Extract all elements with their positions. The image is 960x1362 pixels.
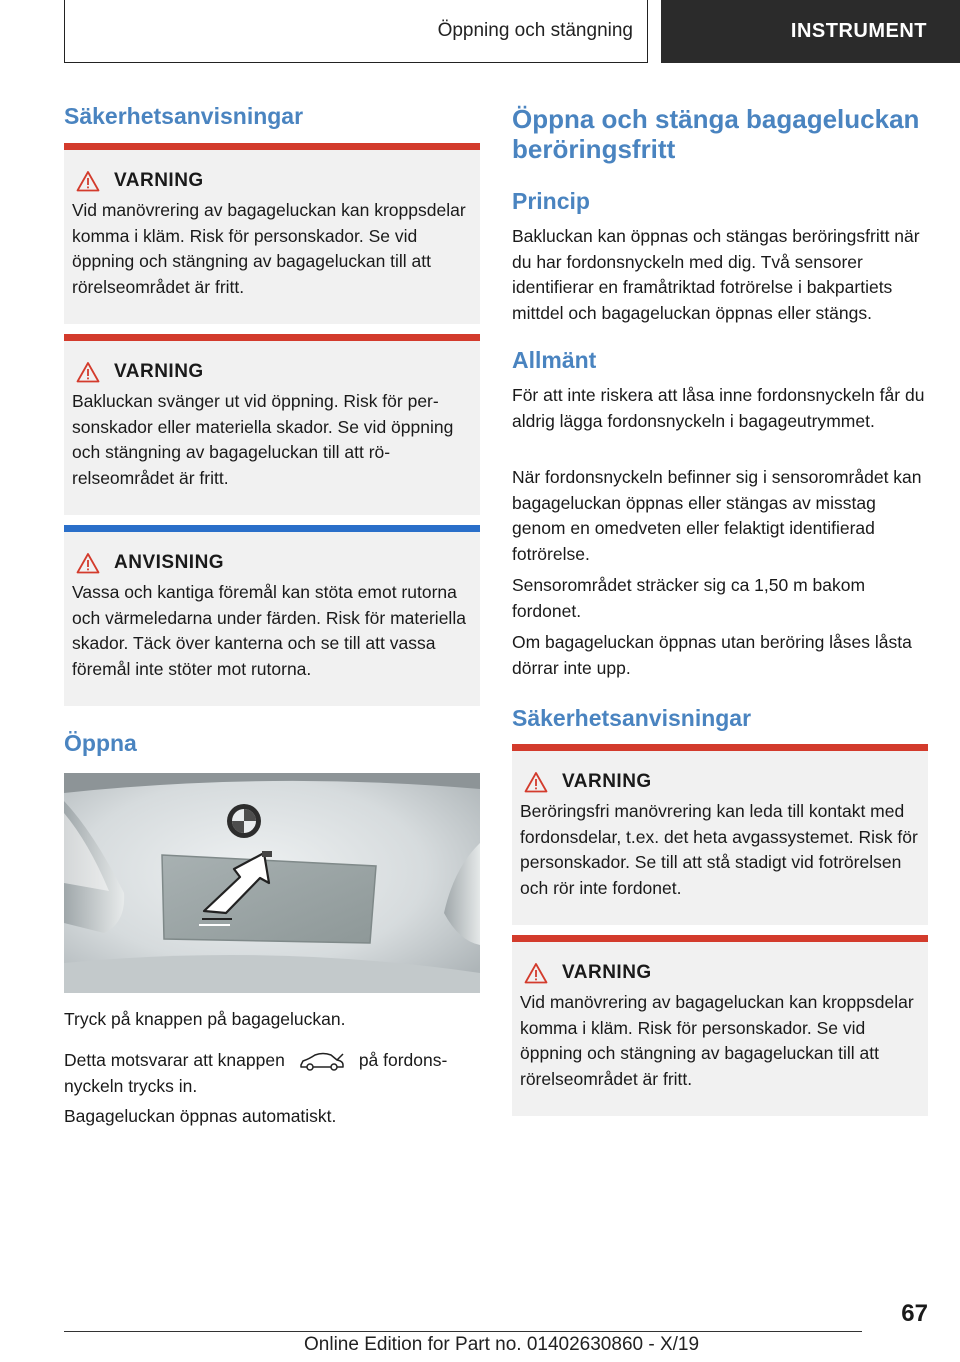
chapter-title: Öppning och stängning <box>64 0 648 63</box>
warning-box <box>64 334 480 515</box>
car-trunk-icon <box>299 1051 345 1071</box>
warning-text: Bakluckan svänger ut vid öppning. Risk för personskador eller materiella skador. Se vid öppning och stängning av bagageluckan till att rörelseområdet är fritt. <box>72 391 454 488</box>
paragraph-text: Detta motsvarar att knappen <box>64 1050 285 1070</box>
trunk-illustration <box>64 773 480 993</box>
warning-triangle-icon <box>524 771 548 793</box>
paragraph: Om bagageluckan öppnas utan beröring låses låsta dörrar inte upp. <box>512 632 912 678</box>
safety-heading: Säkerhetsanvisningar <box>64 103 304 129</box>
principle-heading: Princip <box>512 188 590 214</box>
open-heading: Öppna <box>64 730 137 756</box>
warning-triangle-icon <box>76 170 100 192</box>
paragraph: För att inte riskera att låsa inne fordonsnyckeln får du aldrig lägga fordonsnyckeln i bagageutrymmet. <box>512 385 925 431</box>
warning-box <box>512 744 928 925</box>
warning-text: Beröringsfri manövrering kan leda till kontakt med fordonsdelar, t.ex. det heta avgassystemet. Risk för personskador. Se till att stå stadigt vid fotrörelsen och rör inte fordonet. <box>520 801 918 898</box>
section-tab: INSTRUMENT <box>661 0 960 63</box>
paragraph-text: på fordonsnyckeln trycks in. <box>64 1050 448 1096</box>
warning-title: VARNING <box>562 962 652 983</box>
warning-text: Vid manövrering av bagageluckan kan kroppsdelar komma i kläm. Risk för personskador. Se vid öppning och stängning av bagageluckan till att rörelseområdet är fritt. <box>520 992 914 1089</box>
notice-box <box>64 525 480 706</box>
main-heading: Öppna och stänga bagageluckan beröringsfritt <box>512 104 920 164</box>
safety-heading: Säkerhetsanvisningar <box>512 705 752 731</box>
paragraph: Bagageluckan öppnas automatiskt. <box>64 1106 337 1126</box>
warning-triangle-icon <box>76 552 100 574</box>
warning-triangle-icon <box>76 361 100 383</box>
paragraph <box>64 1048 480 1099</box>
warning-box <box>512 935 928 1116</box>
notice-text: Vassa och kantiga föremål kan stöta emot rutorna och värmeledarna under färden. Risk för materiella skador. Täck över kanterna och se till att vassa föremål inte stöter mot rutorna. <box>72 582 466 679</box>
notice-title: ANVISNING <box>114 552 225 573</box>
paragraph: Bakluckan kan öppnas och stängas beröringsfritt när du har fordonsnyckeln med dig. Två sensorer identifierar en framåtriktad fotrörelse i bakpartiets mittdel och bagageluckan öppnas eller stängs. <box>512 226 920 323</box>
paragraph: Tryck på knappen på bagageluckan. <box>64 1009 346 1029</box>
general-heading: Allmänt <box>512 347 597 373</box>
warning-triangle-icon <box>524 962 548 984</box>
footer-divider <box>64 1331 862 1332</box>
paragraph: Sensorområdet sträcker sig ca 1,50 m bakom fordonet. <box>512 575 866 621</box>
paragraph: När fordonsnyckeln befinner sig i sensorområdet kan bagageluckan öppnas eller stängas av misstag genom en omedveten eller felaktigt identifierad fotrörelse. <box>512 467 922 564</box>
warning-box <box>64 143 480 324</box>
warning-title: VARNING <box>114 361 204 382</box>
page-number: 67 <box>901 1300 928 1327</box>
warning-text: Vid manövrering av bagageluckan kan kroppsdelar komma i kläm. Risk för personskador. Se vid öppning och stängning av bagageluckan till att rörelseområdet är fritt. <box>72 200 466 297</box>
edition-text: Online Edition for Part no. 01402630860 - X/19 <box>304 1334 700 1355</box>
warning-title: VARNING <box>562 771 652 792</box>
warning-title: VARNING <box>114 170 204 191</box>
